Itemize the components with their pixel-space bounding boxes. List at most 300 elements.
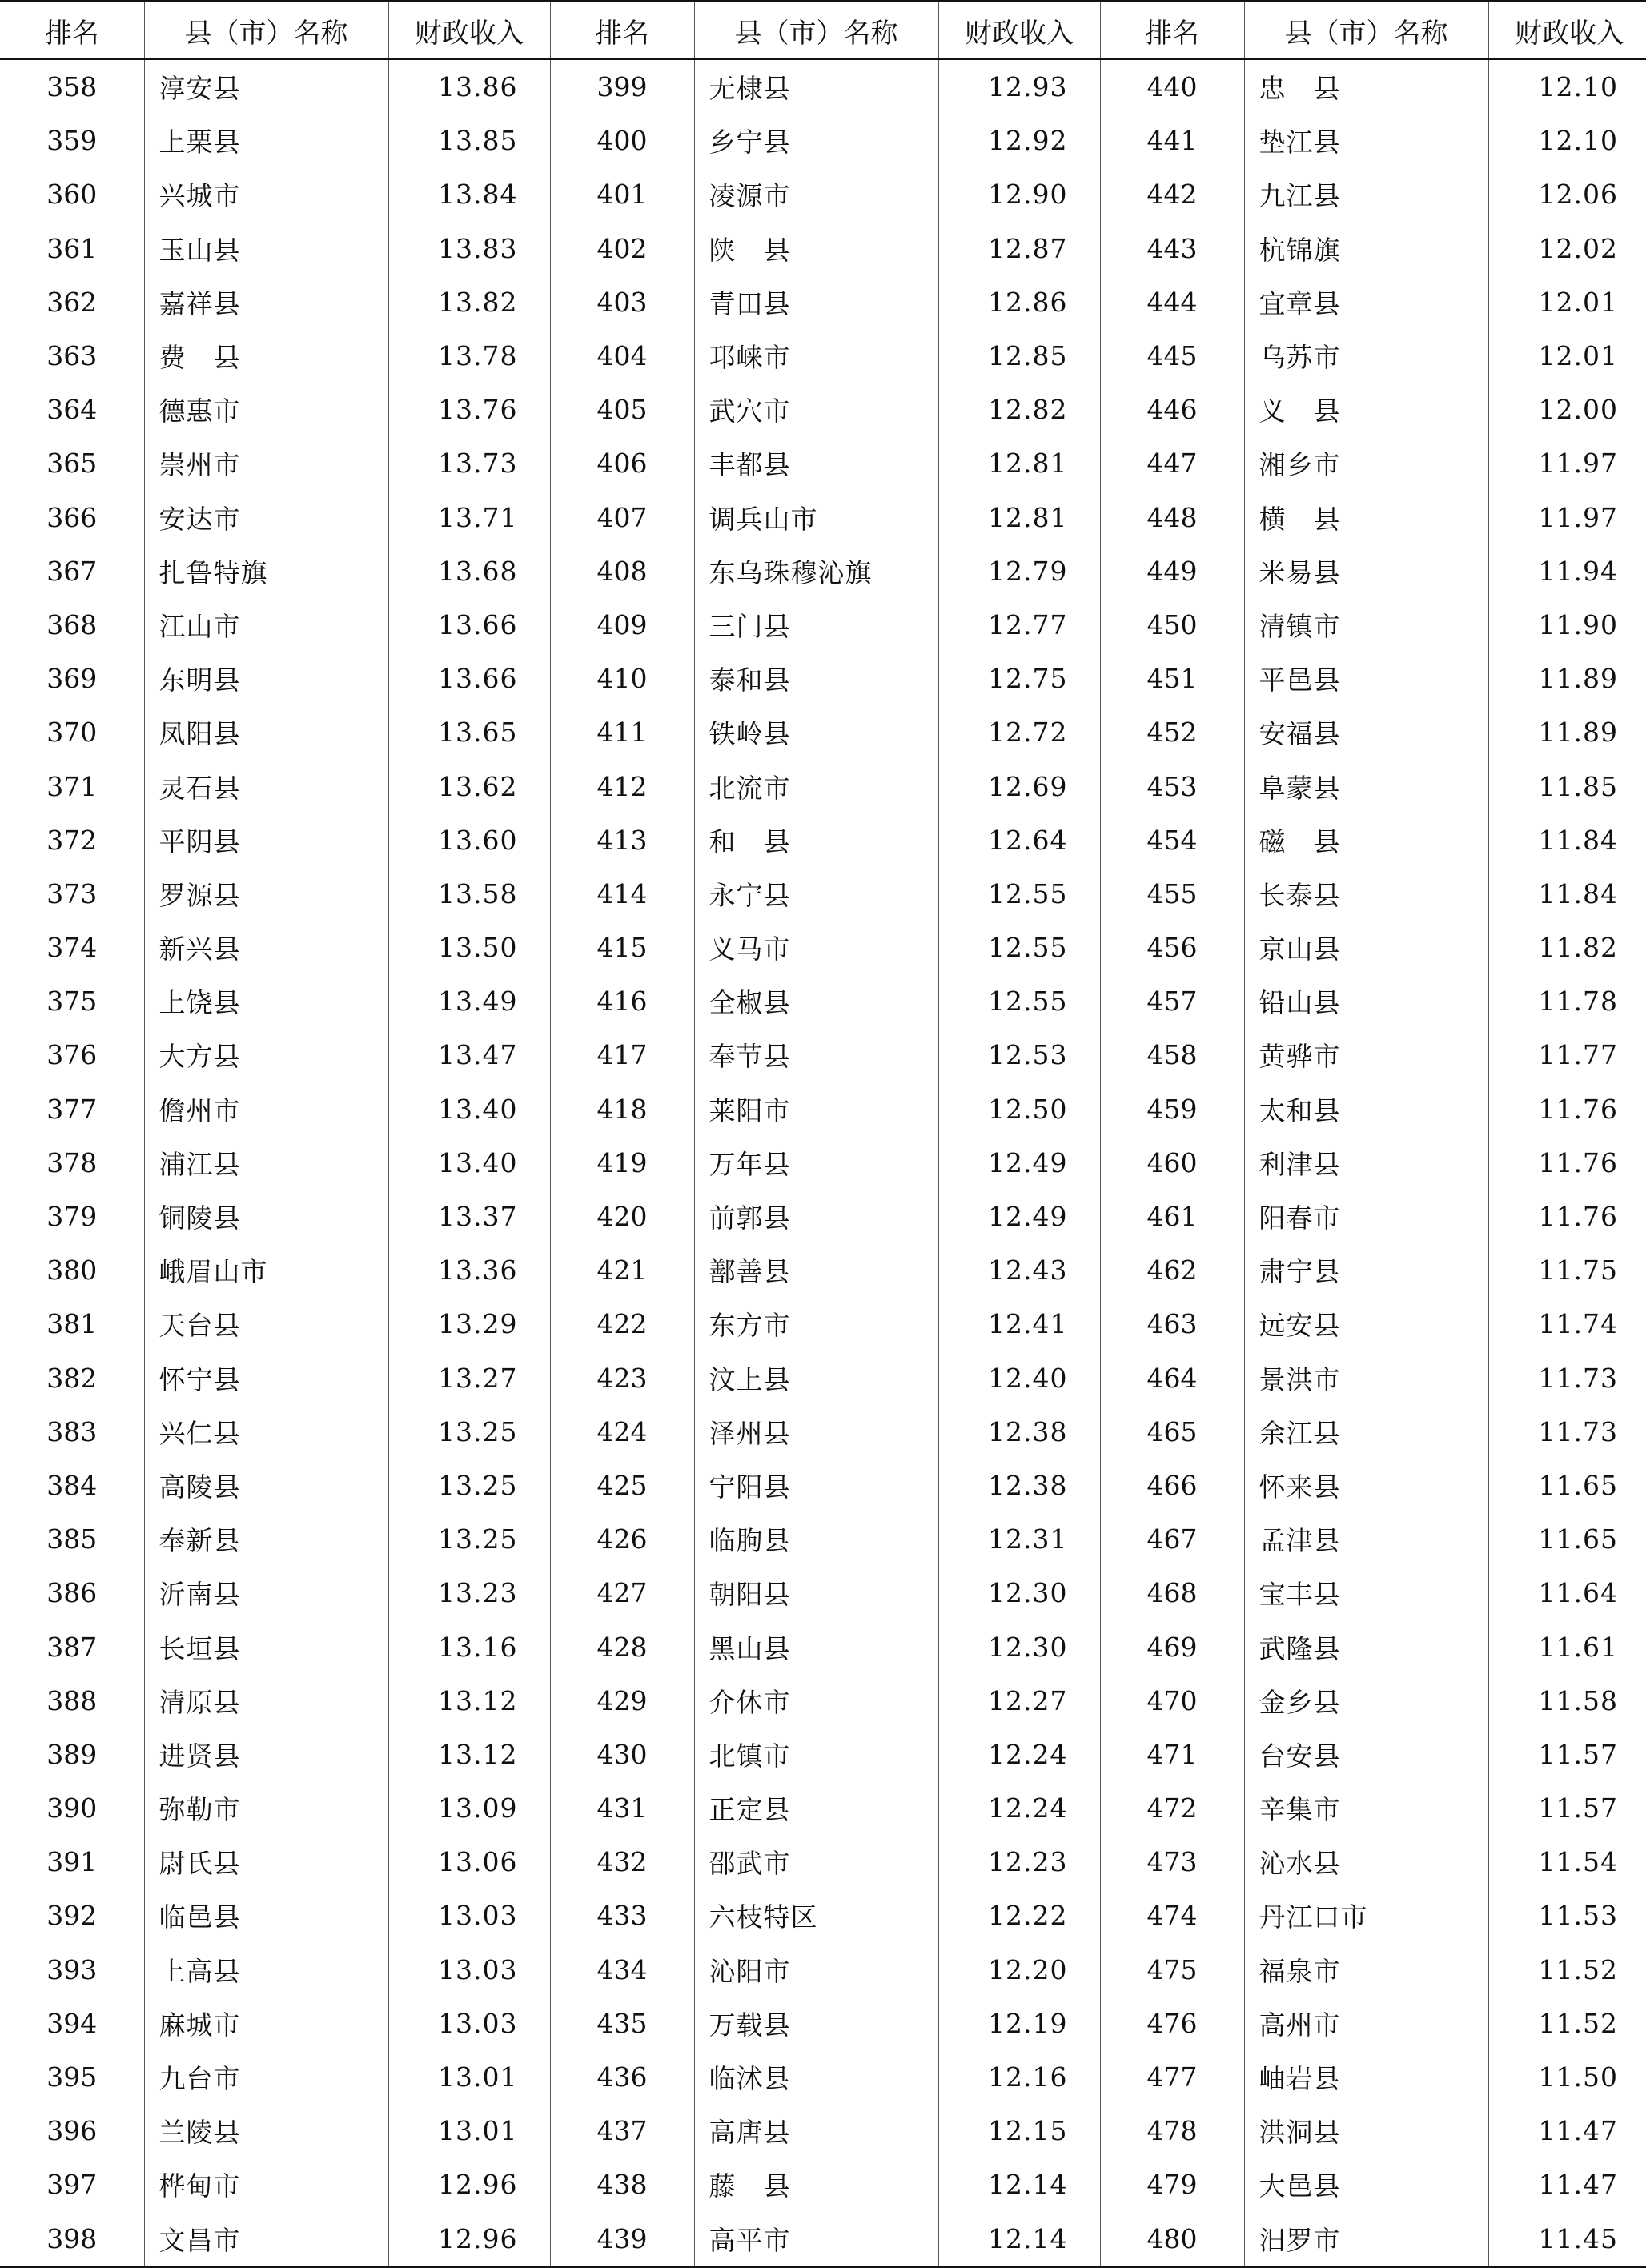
revenue-cell: 11.74 (1488, 1297, 1646, 1351)
rank-cell: 400 (550, 114, 694, 167)
table-row (0, 59, 1646, 114)
county-name-cell: 怀宁县 (144, 1351, 388, 1405)
rank-cell: 392 (46, 1900, 98, 1932)
county-name-cell: 尉氏县 (144, 1835, 388, 1889)
county-name-cell: 太和县 (1244, 1082, 1488, 1136)
revenue-cell: 12.87 (938, 222, 1100, 275)
rank-cell: 385 (46, 1523, 98, 1555)
rank-cell: 401 (550, 167, 694, 221)
rank-cell: 447 (1100, 436, 1244, 490)
table-row (0, 383, 1646, 436)
rank-cell: 466 (1100, 1459, 1244, 1512)
county-name-cell: 东方市 (694, 1297, 938, 1351)
county-name-cell: 桦甸市 (144, 2158, 388, 2211)
rank-cell: 370 (46, 717, 98, 749)
county-name-cell: 万载县 (694, 1997, 938, 2050)
table-row (0, 1136, 1646, 1190)
revenue-cell: 13.03 (388, 1889, 550, 1942)
county-name-cell: 东乌珠穆沁旗 (694, 544, 938, 598)
revenue-cell: 12.27 (938, 1674, 1100, 1728)
rank-cell: 431 (550, 1781, 694, 1835)
county-name-cell: 高唐县 (694, 2104, 938, 2158)
revenue-cell: 12.41 (938, 1297, 1100, 1351)
table-row (0, 705, 1646, 759)
county-name-cell: 三门县 (694, 598, 938, 652)
revenue-cell: 12.10 (1488, 114, 1646, 167)
county-name-cell: 宁阳县 (694, 1459, 938, 1512)
county-name-cell: 九江县 (1244, 167, 1488, 221)
rank-cell: 437 (550, 2104, 694, 2158)
rank-cell: 434 (550, 1943, 694, 1997)
rank-cell: 399 (550, 59, 694, 114)
table-row (0, 1351, 1646, 1405)
county-name-cell: 丹江口市 (1244, 1889, 1488, 1942)
county-name-cell: 崇州市 (144, 436, 388, 490)
county-name-cell: 临沭县 (694, 2050, 938, 2104)
rank-cell: 457 (1100, 974, 1244, 1028)
table-row (0, 1889, 1646, 1942)
revenue-cell: 13.65 (388, 705, 550, 759)
revenue-cell: 12.72 (938, 705, 1100, 759)
county-name-cell: 临朐县 (694, 1512, 938, 1566)
table-body (0, 59, 1646, 2266)
revenue-cell: 11.65 (1488, 1459, 1646, 1512)
rank-cell: 450 (1100, 598, 1244, 652)
revenue-cell: 12.82 (938, 383, 1100, 436)
county-name-cell: 凤阳县 (144, 705, 388, 759)
rank-cell: 441 (1100, 114, 1244, 167)
county-name-cell: 上饶县 (144, 974, 388, 1028)
revenue-cell: 12.43 (938, 1243, 1100, 1297)
county-name-cell: 北镇市 (694, 1728, 938, 1781)
revenue-cell: 13.27 (388, 1351, 550, 1405)
county-name-cell: 全椒县 (694, 974, 938, 1028)
county-name-cell: 余江县 (1244, 1405, 1488, 1459)
rank-cell: 378 (46, 1146, 98, 1178)
rank-cell: 433 (550, 1889, 694, 1942)
revenue-cell: 11.50 (1488, 2050, 1646, 2104)
rank-cell: 423 (550, 1351, 694, 1405)
county-name-cell: 和 县 (694, 813, 938, 867)
revenue-cell: 12.31 (938, 1512, 1100, 1566)
table-row (0, 1620, 1646, 1673)
county-name-cell: 天台县 (144, 1297, 388, 1351)
revenue-cell: 11.61 (1488, 1620, 1646, 1673)
revenue-cell: 11.84 (1488, 867, 1646, 921)
rank-cell: 455 (1100, 867, 1244, 921)
county-name-cell: 北流市 (694, 759, 938, 813)
county-name-cell: 正定县 (694, 1781, 938, 1835)
revenue-cell: 13.62 (388, 759, 550, 813)
rank-cell: 426 (550, 1512, 694, 1566)
revenue-cell: 11.85 (1488, 759, 1646, 813)
county-name-cell: 淳安县 (144, 59, 388, 114)
county-name-cell: 汶上县 (694, 1351, 938, 1405)
county-name-cell: 玉山县 (144, 222, 388, 275)
header-row (0, 2, 1646, 60)
rank-cell: 410 (550, 652, 694, 705)
rank-cell: 432 (550, 1835, 694, 1889)
revenue-cell: 12.23 (938, 1835, 1100, 1889)
rank-cell: 362 (46, 286, 98, 318)
rank-cell: 379 (46, 1201, 98, 1233)
county-name-cell: 扎鲁特旗 (144, 544, 388, 598)
rank-cell: 373 (46, 877, 98, 909)
rank-cell: 451 (1100, 652, 1244, 705)
county-name-cell: 浦江县 (144, 1136, 388, 1190)
county-name-cell: 弥勒市 (144, 1781, 388, 1835)
revenue-cell: 13.40 (388, 1136, 550, 1190)
rank-cell: 478 (1100, 2104, 1244, 2158)
revenue-cell: 13.66 (388, 598, 550, 652)
revenue-cell: 13.16 (388, 1620, 550, 1673)
table-row (0, 544, 1646, 598)
revenue-cell: 12.40 (938, 1351, 1100, 1405)
county-name-cell: 兴城市 (144, 167, 388, 221)
table-row (0, 1943, 1646, 1997)
county-name-cell: 大邑县 (1244, 2158, 1488, 2211)
revenue-cell: 11.45 (1488, 2212, 1646, 2267)
rank-cell: 452 (1100, 705, 1244, 759)
revenue-cell: 13.36 (388, 1243, 550, 1297)
rank-cell: 408 (550, 544, 694, 598)
table-row (0, 1781, 1646, 1835)
rank-cell: 397 (46, 2169, 98, 2201)
county-name-cell: 辛集市 (1244, 1781, 1488, 1835)
revenue-cell: 12.55 (938, 867, 1100, 921)
revenue-cell: 13.29 (388, 1297, 550, 1351)
revenue-cell: 13.25 (388, 1459, 550, 1512)
county-name-cell: 阳春市 (1244, 1190, 1488, 1243)
county-name-cell: 上高县 (144, 1943, 388, 1997)
county-name-cell: 陕 县 (694, 222, 938, 275)
table-row (0, 759, 1646, 813)
table-row (0, 813, 1646, 867)
revenue-cell: 12.24 (938, 1728, 1100, 1781)
table-row (0, 921, 1646, 974)
revenue-cell: 12.50 (938, 1082, 1100, 1136)
revenue-cell: 13.73 (388, 436, 550, 490)
table-row (0, 598, 1646, 652)
revenue-cell: 13.40 (388, 1082, 550, 1136)
rank-cell: 389 (46, 1738, 98, 1770)
county-name-cell: 儋州市 (144, 1082, 388, 1136)
revenue-cell: 12.01 (1488, 275, 1646, 329)
revenue-cell: 13.03 (388, 1943, 550, 1997)
table-row (0, 1082, 1646, 1136)
revenue-cell: 11.78 (1488, 974, 1646, 1028)
revenue-cell: 13.06 (388, 1835, 550, 1889)
rank-cell: 391 (46, 1846, 98, 1878)
rank-cell: 428 (550, 1620, 694, 1673)
revenue-cell: 12.19 (938, 1997, 1100, 2050)
revenue-cell: 13.82 (388, 275, 550, 329)
revenue-cell: 13.78 (388, 329, 550, 383)
revenue-cell: 13.12 (388, 1728, 550, 1781)
county-name-cell: 福泉市 (1244, 1943, 1488, 1997)
county-name-cell: 德惠市 (144, 383, 388, 436)
county-name-cell: 进贤县 (144, 1728, 388, 1781)
rank-cell: 361 (46, 232, 98, 264)
header-county-name: 县（市）名称 (144, 2, 388, 60)
rank-cell: 464 (1100, 1351, 1244, 1405)
revenue-cell: 13.09 (388, 1781, 550, 1835)
county-name-cell: 兰陵县 (144, 2104, 388, 2158)
rank-cell: 472 (1100, 1781, 1244, 1835)
county-name-cell: 铁岭县 (694, 705, 938, 759)
table-row (0, 329, 1646, 383)
rank-cell: 375 (46, 985, 98, 1018)
rank-cell: 372 (46, 824, 98, 856)
revenue-cell: 13.83 (388, 222, 550, 275)
rank-cell: 438 (550, 2158, 694, 2211)
table-row (0, 1190, 1646, 1243)
table-row (0, 114, 1646, 167)
revenue-cell: 11.47 (1488, 2158, 1646, 2211)
table-row (0, 1835, 1646, 1889)
rank-cell: 405 (550, 383, 694, 436)
rank-cell: 470 (1100, 1674, 1244, 1728)
county-name-cell: 费 县 (144, 329, 388, 383)
county-name-cell: 奉新县 (144, 1512, 388, 1566)
rank-cell: 367 (46, 555, 98, 587)
table-row (0, 1297, 1646, 1351)
rank-cell: 369 (46, 663, 98, 695)
rank-cell: 413 (550, 813, 694, 867)
county-name-cell: 前郭县 (694, 1190, 938, 1243)
revenue-cell: 13.66 (388, 652, 550, 705)
table-row (0, 275, 1646, 329)
rank-cell: 387 (46, 1631, 98, 1663)
revenue-cell: 12.49 (938, 1190, 1100, 1243)
rank-cell: 440 (1100, 59, 1244, 114)
revenue-cell: 12.20 (938, 1943, 1100, 1997)
revenue-cell: 12.64 (938, 813, 1100, 867)
rank-cell: 382 (46, 1362, 98, 1394)
rank-cell: 404 (550, 329, 694, 383)
table-row (0, 1566, 1646, 1620)
county-name-cell: 宝丰县 (1244, 1566, 1488, 1620)
rank-cell: 445 (1100, 329, 1244, 383)
table-row (0, 867, 1646, 921)
revenue-cell: 11.52 (1488, 1943, 1646, 1997)
rank-cell: 384 (46, 1469, 98, 1501)
revenue-cell: 11.54 (1488, 1835, 1646, 1889)
county-name-cell: 文昌市 (144, 2212, 388, 2267)
table-row (0, 1728, 1646, 1781)
county-name-cell: 米易县 (1244, 544, 1488, 598)
county-name-cell: 江山市 (144, 598, 388, 652)
table-row (0, 1997, 1646, 2050)
revenue-cell: 12.49 (938, 1136, 1100, 1190)
county-name-cell: 高州市 (1244, 1997, 1488, 2050)
county-name-cell: 上栗县 (144, 114, 388, 167)
rank-cell: 458 (1100, 1028, 1244, 1082)
revenue-cell: 12.15 (938, 2104, 1100, 2158)
rank-cell: 473 (1100, 1835, 1244, 1889)
rank-cell: 419 (550, 1136, 694, 1190)
revenue-cell: 11.97 (1488, 436, 1646, 490)
rank-cell: 383 (46, 1415, 98, 1447)
county-name-cell: 金乡县 (1244, 1674, 1488, 1728)
revenue-cell: 12.00 (1488, 383, 1646, 436)
county-name-cell: 平邑县 (1244, 652, 1488, 705)
revenue-cell: 13.25 (388, 1405, 550, 1459)
revenue-cell: 12.79 (938, 544, 1100, 598)
revenue-cell: 13.49 (388, 974, 550, 1028)
county-name-cell: 介休市 (694, 1674, 938, 1728)
county-name-cell: 凌源市 (694, 167, 938, 221)
revenue-cell: 11.47 (1488, 2104, 1646, 2158)
rank-cell: 474 (1100, 1889, 1244, 1942)
county-name-cell: 沁阳市 (694, 1943, 938, 1997)
rank-cell: 377 (46, 1093, 98, 1125)
county-name-cell: 沂南县 (144, 1566, 388, 1620)
rank-cell: 461 (1100, 1190, 1244, 1243)
county-name-cell: 台安县 (1244, 1728, 1488, 1781)
revenue-cell: 12.69 (938, 759, 1100, 813)
county-name-cell: 铜陵县 (144, 1190, 388, 1243)
county-name-cell: 长泰县 (1244, 867, 1488, 921)
county-name-cell: 孟津县 (1244, 1512, 1488, 1566)
revenue-cell: 13.25 (388, 1512, 550, 1566)
county-name-cell: 磁 县 (1244, 813, 1488, 867)
county-name-cell: 义马市 (694, 921, 938, 974)
table-row (0, 2050, 1646, 2104)
revenue-cell: 11.76 (1488, 1136, 1646, 1190)
rank-cell: 364 (46, 394, 98, 426)
county-name-cell: 平阴县 (144, 813, 388, 867)
county-name-cell: 高陵县 (144, 1459, 388, 1512)
rank-cell: 430 (550, 1728, 694, 1781)
rank-cell: 435 (550, 1997, 694, 2050)
rank-cell: 425 (550, 1459, 694, 1512)
revenue-cell: 12.06 (1488, 167, 1646, 221)
revenue-cell: 12.22 (938, 1889, 1100, 1942)
header-revenue: 财政收入 (388, 2, 550, 60)
table-row (0, 2212, 1646, 2267)
county-name-cell: 横 县 (1244, 491, 1488, 544)
rank-cell: 407 (550, 491, 694, 544)
revenue-cell: 13.03 (388, 1997, 550, 2050)
rank-cell: 427 (550, 1566, 694, 1620)
county-name-cell: 奉节县 (694, 1028, 938, 1082)
rank-cell: 439 (550, 2212, 694, 2267)
county-name-cell: 兴仁县 (144, 1405, 388, 1459)
revenue-cell: 13.50 (388, 921, 550, 974)
revenue-cell: 13.47 (388, 1028, 550, 1082)
county-name-cell: 临邑县 (144, 1889, 388, 1942)
rank-cell: 365 (46, 448, 98, 480)
county-name-cell: 大方县 (144, 1028, 388, 1082)
revenue-cell: 11.84 (1488, 813, 1646, 867)
county-name-cell: 嘉祥县 (144, 275, 388, 329)
county-name-cell: 九台市 (144, 2050, 388, 2104)
county-name-cell: 怀来县 (1244, 1459, 1488, 1512)
revenue-cell: 13.60 (388, 813, 550, 867)
revenue-cell: 11.76 (1488, 1082, 1646, 1136)
revenue-cell: 13.86 (388, 59, 550, 114)
rank-cell: 469 (1100, 1620, 1244, 1673)
county-name-cell: 武穴市 (694, 383, 938, 436)
revenue-cell: 11.73 (1488, 1405, 1646, 1459)
county-name-cell: 青田县 (694, 275, 938, 329)
county-name-cell: 远安县 (1244, 1297, 1488, 1351)
revenue-cell: 11.76 (1488, 1190, 1646, 1243)
revenue-cell: 11.65 (1488, 1512, 1646, 1566)
county-name-cell: 乡宁县 (694, 114, 938, 167)
county-name-cell: 丰都县 (694, 436, 938, 490)
revenue-cell: 11.77 (1488, 1028, 1646, 1082)
rank-cell: 422 (550, 1297, 694, 1351)
revenue-cell: 13.58 (388, 867, 550, 921)
revenue-cell: 12.55 (938, 974, 1100, 1028)
county-name-cell: 忠 县 (1244, 59, 1488, 114)
table-row (0, 1243, 1646, 1297)
revenue-cell: 11.57 (1488, 1781, 1646, 1835)
header-revenue: 财政收入 (1488, 2, 1646, 60)
rank-cell: 366 (46, 501, 98, 533)
revenue-cell: 12.14 (938, 2212, 1100, 2267)
rank-cell: 414 (550, 867, 694, 921)
table-row (0, 491, 1646, 544)
revenue-cell: 12.02 (1488, 222, 1646, 275)
revenue-cell: 12.96 (388, 2158, 550, 2211)
table-row (0, 1459, 1646, 1512)
rank-cell: 381 (46, 1308, 98, 1340)
rank-cell: 463 (1100, 1297, 1244, 1351)
rank-cell: 417 (550, 1028, 694, 1082)
table-row (0, 222, 1646, 275)
rank-cell: 462 (1100, 1243, 1244, 1297)
rank-cell: 363 (46, 340, 98, 372)
rank-cell: 429 (550, 1674, 694, 1728)
county-name-cell: 铅山县 (1244, 974, 1488, 1028)
rank-cell: 449 (1100, 544, 1244, 598)
revenue-cell: 11.97 (1488, 491, 1646, 544)
revenue-cell: 12.14 (938, 2158, 1100, 2211)
rank-cell: 421 (550, 1243, 694, 1297)
county-name-cell: 阜蒙县 (1244, 759, 1488, 813)
rank-cell: 386 (46, 1577, 98, 1609)
county-name-cell: 肃宁县 (1244, 1243, 1488, 1297)
rank-cell: 415 (550, 921, 694, 974)
county-name-cell: 京山县 (1244, 921, 1488, 974)
county-name-cell: 邵武市 (694, 1835, 938, 1889)
county-name-cell: 岫岩县 (1244, 2050, 1488, 2104)
rank-cell: 376 (46, 1039, 98, 1071)
rank-cell: 420 (550, 1190, 694, 1243)
header-rank: 排名 (0, 2, 144, 60)
revenue-cell: 13.23 (388, 1566, 550, 1620)
county-name-cell: 藤 县 (694, 2158, 938, 2211)
table-row (0, 1028, 1646, 1082)
rank-cell: 398 (0, 2212, 144, 2267)
revenue-cell: 11.94 (1488, 544, 1646, 598)
county-name-cell: 万年县 (694, 1136, 938, 1190)
table-row (0, 1405, 1646, 1459)
revenue-cell: 12.38 (938, 1459, 1100, 1512)
rank-cell: 448 (1100, 491, 1244, 544)
revenue-cell: 12.81 (938, 436, 1100, 490)
revenue-cell: 12.85 (938, 329, 1100, 383)
revenue-cell: 12.38 (938, 1405, 1100, 1459)
revenue-cell: 12.55 (938, 921, 1100, 974)
table-row (0, 167, 1646, 221)
rank-cell: 460 (1100, 1136, 1244, 1190)
rank-cell: 465 (1100, 1405, 1244, 1459)
revenue-cell: 13.71 (388, 491, 550, 544)
